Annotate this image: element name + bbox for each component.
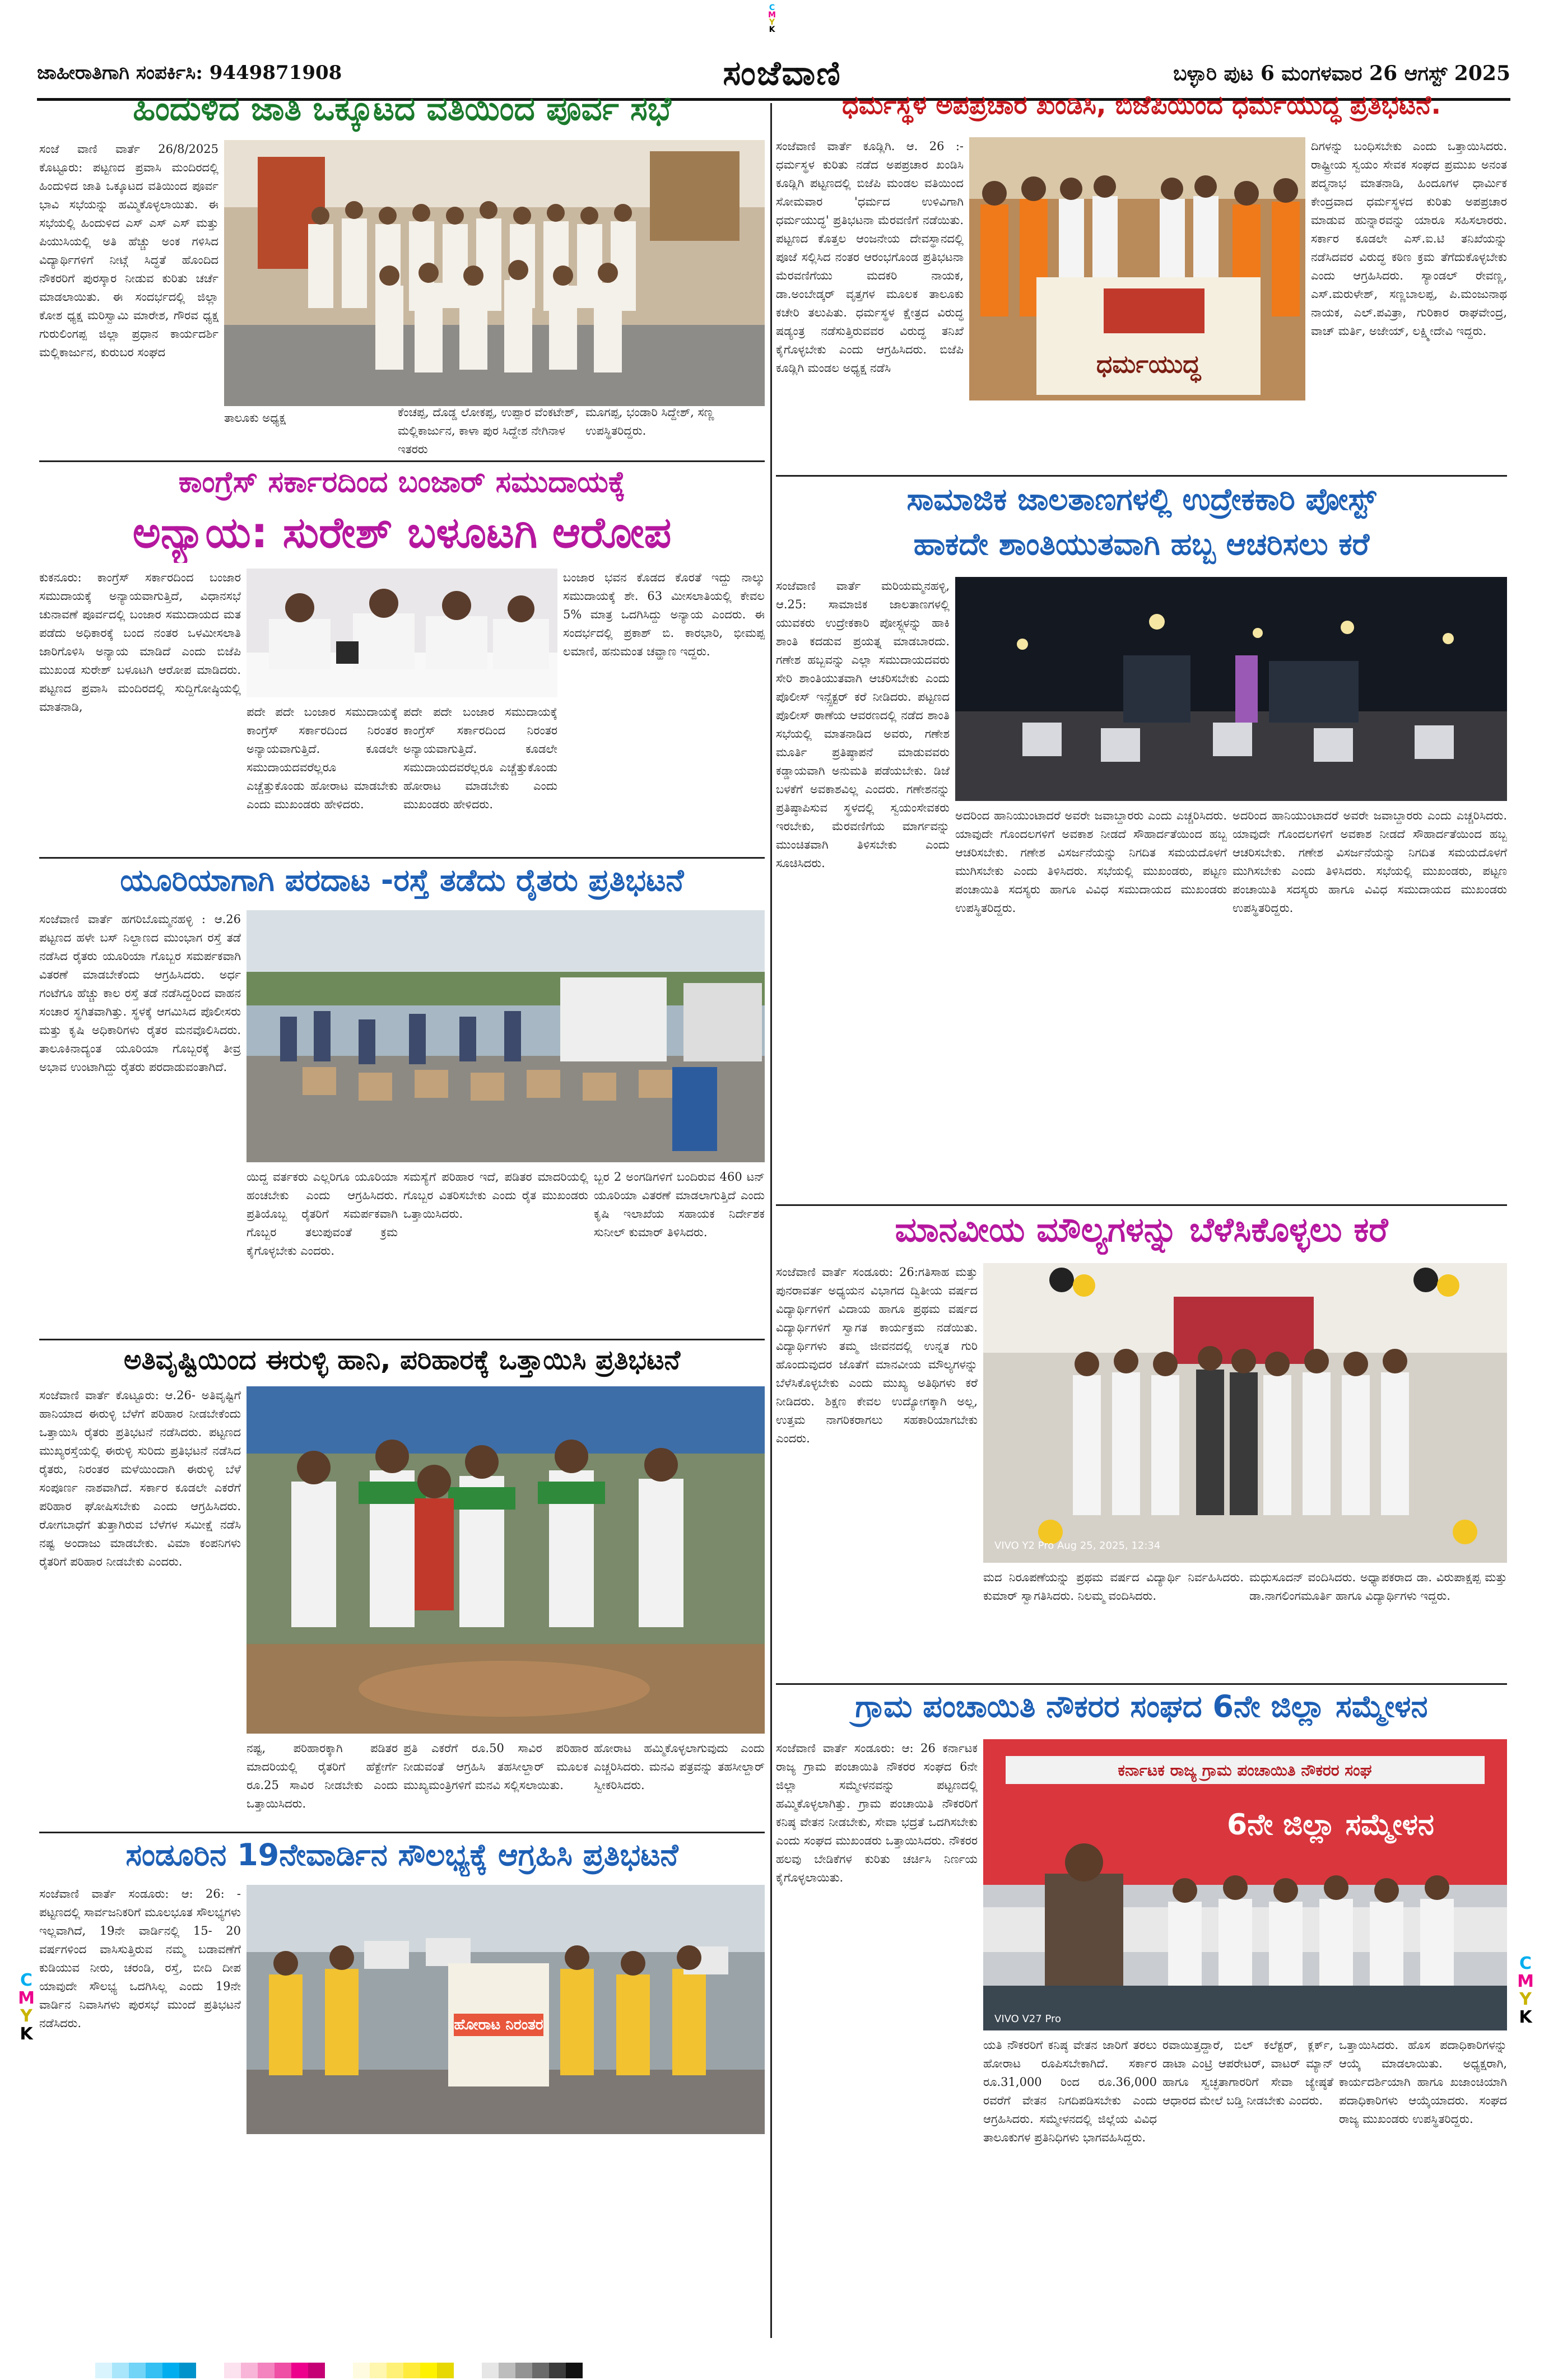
photo-banjara-pressmeet <box>247 569 557 697</box>
article-body-gram-panchayat-3: ರವಾಯಿತ್ತದ್ದಾರೆ, ಬಿಲ್ ಕಲೆಕ್ಟರ್, ಕ್ಲರ್ಕ್, ಡಾಟಾ ಎಂಟ್ರಿ ಆಪರೇಟರ್, ವಾಟರ್ ಮ್ಯಾನ್ ಹಾಗೂ ಸ್ವಚ್ಛತಾಗಾರರಿಗೆ ಸೇವಾ ಜ್ಯೇಷ್ಠತೆ ಆಧಾರದ ಮೇಲೆ ಬಡ್ತಿ ನೀಡಬೇಕು ಎಂದರು. <box>1162 2038 1333 2107</box>
reg-right-k: K <box>1519 2008 1532 2027</box>
reg-right-m: M <box>1517 1972 1534 1991</box>
headline-congress-banjara-1: ಕಾಂಗ್ರೆಸ್ ಸರ್ಕಾರದಿಂದ ಬಂಜಾರ್ ಸಮುದಾಯಕ್ಕೆ <box>178 465 626 499</box>
caption-1: ತಾಲೂಕು ಅಧ್ಯಕ್ಷ <box>224 411 286 425</box>
page-info: ಬಳ್ಳಾರಿ ಪುಟ 6 ಮಂಗಳವಾರ 26 ಆಗಸ್ಟ್ 2025 <box>1173 62 1510 85</box>
article-body-social-media-2: ಅದರಿಂದ ಹಾನಿಯುಂಟಾದರೆ ಅವರೇ ಜವಾಬ್ದಾರರು ಎಂದು ಎಚ್ಚರಿಸಿದರು. ಯಾವುದೇ ಗೊಂದಲಗಳಿಗೆ ಅವಕಾಶ ನೀಡದೆ ಸೌಹಾರ್ದತೆಯಿಂದ ಹಬ್ಬ ಆಚರಿಸಬೇಕು. ಗಣೇಶ ವಿಸರ್ಜನೆಯನ್ನು ನಿಗದಿತ ಸಮಯದೊಳಗೆ ಮುಗಿಸಬೇಕು ಎಂದು ತಿಳಿಸಿದರು. ಸಭೆಯಲ್ಲಿ ಮುಖಂಡರು, ಪಟ್ಟಣ ಪಂಚಾಯಿತಿ ಸದಸ್ಯರು ಹಾಗೂ ವಿವಿಧ ಸಮುದಾಯದ ಮುಖಂಡರು ಉಪಸ್ಥಿತರಿದ್ದರು. <box>955 809 1227 915</box>
center-column-rule <box>770 103 772 2338</box>
headline-social-media-1: ಸಾಮಾಜಿಕ ಜಾಲತಾಣಗಳಲ್ಲಿ ಉದ್ರೇಕಕಾರಿ ಪೋಸ್ಟ್ <box>906 482 1376 517</box>
headline-dharmasthala: ಧರ್ಮಸ್ಥಳ ಅಪಪ್ರಚಾರ ಖಂಡಿಸಿ, ಬಿಜೆಪಿಯಿಂದ ಧರ್ಮಯುದ್ಧ ಪ್ರತಿಭಟನೆ. <box>842 90 1441 120</box>
headline-gram-panchayat: ಗ್ರಾಮ ಪಂಚಾಯಿತಿ ನೌಕರರ ಸಂಘದ 6ನೇ ಜಿಲ್ಲಾ ಸಮ್ಮೇಳನ <box>855 1689 1428 1724</box>
divider-7 <box>776 1683 1507 1685</box>
ad-contact: ಜಾಹೀರಾತಿಗಾಗಿ ಸಂಪರ್ಕಿಸಿ: 9449871908 <box>37 62 342 84</box>
article-body-gram-panchayat-2: ಯತಿ ನೌಕರರಿಗೆ ಕನಿಷ್ಠ ವೇತನ ಜಾರಿಗೆ ತರಲು ಹೋರಾಟ ರೂಪಿಸಬೇಕಾಗಿದೆ. ಸರ್ಕಾರ ರೂ.31,000 ರಿಂದ ರೂ.36,000 ರವರೆಗೆ ವೇತನ ನಿಗದಿಪಡಿಸಬೇಕು ಎಂದು ಆಗ್ರಹಿಸಿದರು. ಸಮ್ಮೇಳನದಲ್ಲಿ ಜಿಲ್ಲೆಯ ವಿವಿಧ ತಾಲೂಕುಗಳ ಪ್ರತಿನಿಧಿಗಳು ಭಾಗವಹಿಸಿದ್ದರು. <box>983 2038 1157 2144</box>
headline-congress-banjara-2: ಅನ್ಯಾಯ: ಸುರೇಶ್ ಬಳೂಟಗಿ ಆರೋಪ <box>132 507 672 557</box>
caption-2: ಕೆಂಚಪ್ಪ, ದೊಡ್ಡ ಲೋಕಪ್ಪ, ಉಪ್ಪಾರ ವೆಂಕಟೇಶ್, ಮಲ್ಲಿಕಾರ್ಜುನ, ಕಾಳಾ ಪುರ ಸಿದ್ದೇಶ ನೇಗಿನಾಳ ಇತರರು <box>398 406 579 456</box>
photo-onion-protest <box>247 1386 765 1734</box>
photo-dharmasthala-protest <box>969 137 1305 400</box>
headline-onion-damage: ಅತಿವೃಷ್ಟಿಯಿಂದ ಈರುಳ್ಳಿ ಹಾನಿ, ಪರಿಹಾರಕ್ಕೆ ಒತ್ತಾಯಿಸಿ ಪ್ರತಿಭಟನೆ <box>123 1344 681 1376</box>
black-scale <box>482 2363 583 2378</box>
article-body-banjara-3: ಬಂಜಾರ ಭವನ ಕೊಡದ ಕೊರತೆ ಇದ್ದು ನಾಲ್ಕು ಸಮುದಾಯಕ್ಕೆ ಶೇ. 63 ಮೀಸಲಾತಿಯಲ್ಲಿ ಕೇವಲ 5% ಮಾತ್ರ ಒದಗಿಸಿದ್ದು ಅನ್ಯಾಯ ಎಂದರು. ಈ ಸಂದರ್ಭದಲ್ಲಿ ಪ್ರಕಾಶ್ ಬಿ. ಕಾರಭಾರಿ, ಭೀಮಪ್ಪ ಲಮಾಣಿ, ಹನುಮಂತ ಚವ್ಹಾಣ ಇದ್ದರು. <box>563 571 765 658</box>
photo-urea-road-block <box>247 910 765 1162</box>
color-calibration-bars <box>95 2363 583 2378</box>
article-body-urea-4: ಬ್ಬರ 2 ಅಂಗಡಿಗಳಿಗೆ ಬಂದಿರುವ 460 ಟನ್ ಯೂರಿಯಾ ವಿತರಣೆ ಮಾಡಲಾಗುತ್ತಿದೆ ಎಂದು ಕೃಷಿ ಇಲಾಖೆಯ ಸಹಾಯಕ ನಿರ್ದೇಶಕ ಸುನೀಲ್ ಕುಮಾರ್ ತಿಳಿಸಿದರು. <box>594 1170 765 1239</box>
photo-banner-dharmayuddha: ಧರ್ಮಯುದ್ಧ <box>1096 350 1201 379</box>
headline-urea-protest: ಯೂರಿಯಾಗಾಗಿ ಪರದಾಟ -ರಸ್ತೆ ತಡೆದು ರೈತರು ಪ್ರತಿಭಟನೆ <box>120 863 684 898</box>
article-body-dharmasthala: ಸಂಜೆವಾಣಿ ವಾರ್ತೆ ಕೂಡ್ಲಿಗಿ. ಆ. 26 :- ಧರ್ಮಸ್ಥಳ ಕುರಿತು ನಡೆದ ಅಪಪ್ರಚಾರ ಖಂಡಿಸಿ ಕೂಡ್ಲಿಗಿ ಪಟ್ಟಣದಲ್ಲಿ ಬಿಜೆಪಿ ಮಂಡಲ ವತಿಯಿಂದ ಸೋಮವಾರ 'ಧರ್ಮದ ಉಳಿವಿಗಾಗಿ ಧರ್ಮಯುದ್ಧ' ಪ್ರತಿಭಟನಾ ಮೆರವಣಿಗೆ ನಡೆಯಿತು. ಪಟ್ಟಣದ ಕೊತ್ತಲ ಆಂಜನೇಯ ದೇವಸ್ಥಾನದಲ್ಲಿ ಪೂಜೆ ಸಲ್ಲಿಸಿದ ನಂತರ ಆರಂಭಗೊಂಡ ಪ್ರತಿಭಟನಾ ಮೆರವಣಿಗೆಯು ಮದಕರಿ ನಾಯಕ, ಡಾ.ಅಂಬೇಡ್ಕರ್ ವೃತ್ತಗಳ ಮೂಲಕ ತಾಲೂಕು ಕಚೇರಿ ತಲುಪಿತು. ಧರ್ಮಸ್ಥಳ ಕ್ಷೇತ್ರದ ವಿರುದ್ಧ ಷಡ್ಯಂತ್ರ ನಡೆಸುತ್ತಿರುವವರ ವಿರುದ್ಧ ತನಿಖೆ ಕೈಗೊಳ್ಳಬೇಕು ಎಂದು ಆಗ್ರಹಿಸಿದರು. ಬಿಜೆಪಿ ಕೂಡ್ಲಿಗಿ ಮಂಡಲ ಅಧ್ಯಕ್ಷ ನಡೆಸಿ <box>776 139 964 375</box>
reg-right-y: Y <box>1519 1990 1532 2009</box>
divider-1 <box>39 460 765 462</box>
yellow-scale <box>353 2363 454 2378</box>
divider-4 <box>39 1832 765 1833</box>
headline-backward-castes-meeting: ಹಿಂದುಳಿದ ಜಾತಿ ಒಕ್ಕೂಟದ ವತಿಯಿಂದ ಪೂರ್ವ ಸಭೆ <box>133 90 671 128</box>
photo-gram-panchayat-conference <box>983 1739 1507 2030</box>
photo-stamp-college: VIVO Y2 Pro Aug 25, 2025, 12:34 <box>994 1540 1161 1552</box>
article-body-onion-3: ಪ್ರತಿ ಎಕರೆಗೆ ರೂ.50 ಸಾವಿರ ಪರಿಹಾರ ನೀಡುವಂತೆ ಆಗ್ರಹಿಸಿ ತಹಸೀಲ್ದಾರ್ ಮೂಲಕ ಮುಖ್ಯಮಂತ್ರಿಗಳಿಗೆ ಮನವಿ ಸಲ್ಲಿಸಲಾಯಿತು. <box>403 1741 588 1792</box>
article-body-human-values: ಸಂಜೆವಾಣಿ ವಾರ್ತೆ ಸಂಡೂರು: 26:ಗತಿಸಾಹ ಮತ್ತು ಪುನರಾವರ್ತ ಅಧ್ಯಯನ ವಿಭಾಗದ ದ್ವಿತೀಯ ವರ್ಷದ ವಿದ್ಯಾರ್ಥಿಗಳಿಗೆ ವಿದಾಯ ಹಾಗೂ ಪ್ರಥಮ ವರ್ಷದ ವಿದ್ಯಾರ್ಥಿಗಳಿಗೆ ಸ್ವಾಗತ ಕಾರ್ಯಕ್ರಮ ನಡೆಯಿತು. ವಿದ್ಯಾರ್ಥಿಗಳು ತಮ್ಮ ಜೀವನದಲ್ಲಿ ಉನ್ನತ ಗುರಿ ಹೊಂದುವುದರ ಜೊತೆಗೆ ಮಾನವೀಯ ಮೌಲ್ಯಗಳನ್ನು ಬೆಳೆಸಿಕೊಳ್ಳಬೇಕು ಎಂದು ಮುಖ್ಯ ಅತಿಥಿಗಳು ಕರೆ ನೀಡಿದರು. ಶಿಕ್ಷಣ ಕೇವಲ ಉದ್ಯೋಗಕ್ಕಾಗಿ ಅಲ್ಲ, ಉತ್ತಮ ನಾಗರಿಕರಾಗಲು ಸಹಕಾರಿಯಾಗಬೇಕು ಎಂದರು. <box>776 1265 978 1445</box>
article-body-dharmasthala-2: ದಿಗಳನ್ನು ಬಂಧಿಸಬೇಕು ಎಂದು ಒತ್ತಾಯಿಸಿದರು. ರಾಷ್ಟ್ರೀಯ ಸ್ವಯಂ ಸೇವಕ ಸಂಘದ ಪ್ರಮುಖ ಅನಂತ ಪದ್ಮನಾಭ ಮಾತನಾಡಿ, ಹಿಂದೂಗಳ ಧಾರ್ಮಿಕ ಕೇಂದ್ರವಾದ ಧರ್ಮಸ್ಥಳದ ಕುರಿತು ಅಪಪ್ರಚಾರ ಮಾಡುವ ಹುನ್ನಾರವನ್ನು ಯಾರೂ ಸಹಿಸಲಾರರು. ಸರ್ಕಾರ ಕೂಡಲೇ ಎಸ್.ಐ.ಟಿ ತನಿಖೆಯನ್ನು ನಡೆಸಿದವರ ವಿರುದ್ಧ ಕಠಿಣ ಕ್ರಮ ತೆಗೆದುಕೊಳ್ಳಬೇಕು ಎಂದು ಆಗ್ರಹಿಸಿದರು. ಸ್ಯಾಂಡಲ್ ರೇವಣ್ಣ, ಎಸ್.ಮರುಳೇಶ್, ಸಣ್ಣಬಾಲಪ್ಪ, ಪಿ.ಮಂಜುನಾಥ ನಾಯಕ, ಎಲ್.ಪವಿತ್ರಾ, ಗುರಿಕಾರ ರಾಘವೇಂದ್ರ, ವಾಚ್ ಮರ್ತಿ, ಅಜೇಯ್, ಲಕ್ಷ್ಮೀದೇವಿ ಇದ್ದರು. <box>1311 139 1507 338</box>
headline-human-values: ಮಾನವೀಯ ಮೌಲ್ಯಗಳನ್ನು ಬೆಳೆಸಿಕೊಳ್ಳಲು ಕರೆ <box>895 1210 1388 1250</box>
photo-backward-castes-group <box>224 140 765 406</box>
photo-night-procession <box>955 577 1507 801</box>
article-body-human-values-2: ಮದ ನಿರೂಪಣೆಯನ್ನು ಪ್ರಥಮ ವರ್ಷದ ವಿದ್ಯಾರ್ಥಿ ನಿರ್ವಹಿಸಿದರು. ಕುಮಾರ್ ಸ್ವಾಗತಿಸಿದರು. ನಿಲಮ್ಮ ವಂದಿಸಿದರು. <box>983 1571 1244 1603</box>
reg-m: M <box>768 11 776 20</box>
magenta-scale <box>224 2363 325 2378</box>
headline-social-media-2: ಹಾಕದೇ ಶಾಂತಿಯುತವಾಗಿ ಹಬ್ಬ ಆಚರಿಸಲು ಕರೆ <box>913 527 1370 562</box>
article-body-gram-panchayat: ಸಂಜೆವಾಣಿ ವಾರ್ತೆ ಸಂಡೂರು: ಆ: 26 ಕರ್ನಾಟಕ ರಾಜ್ಯ ಗ್ರಾಮ ಪಂಚಾಯಿತಿ ನೌಕರರ ಸಂಘದ 6ನೇ ಜಿಲ್ಲಾ ಸಮ್ಮೇಳನವನ್ನು ಪಟ್ಟಣದಲ್ಲಿ ಹಮ್ಮಿಕೊಳ್ಳಲಾಗಿತ್ತು. ಗ್ರಾಮ ಪಂಚಾಯಿತಿ ನೌಕರರಿಗೆ ಕನಿಷ್ಠ ವೇತನ ನೀಡಬೇಕು, ಸೇವಾ ಭದ್ರತೆ ಒದಗಿಸಬೇಕು ಎಂದು ಸಂಘದ ಮುಖಂಡರು ಒತ್ತಾಯಿಸಿದರು. ನೌಕರರ ಹಲವು ಬೇಡಿಕೆಗಳ ಕುರಿತು ಚರ್ಚಿಸಿ ನಿರ್ಣಯ ಕೈಗೊಳ್ಳಲಾಯಿತು. <box>776 1741 978 1884</box>
reg-left-c: C <box>20 1971 33 1990</box>
reg-k: K <box>769 25 775 34</box>
registration-mark-top <box>761 3 783 34</box>
reg-right-c: C <box>1519 1954 1532 1973</box>
reg-left-m: M <box>18 1988 35 2008</box>
paper-name: ಸಂಜೆವಾಣಿ <box>723 54 841 93</box>
article-body-banjara-2b: ಪದೇ ಪದೇ ಬಂಜಾರ ಸಮುದಾಯಕ್ಕೆ ಕಾಂಗ್ರೆಸ್ ಸರ್ಕಾರದಿಂದ ನಿರಂತರ ಅನ್ಯಾಯವಾಗುತ್ತಿದೆ. ಕೂಡಲೇ ಸಮುದಾಯದವರೆಲ್ಲರೂ ಎಚ್ಚೆತ್ತುಕೊಂಡು ಹೋರಾಟ ಮಾಡಬೇಕು ಎಂದು ಮುಖಂಡರು ಹೇಳಿದರು. <box>403 705 557 811</box>
article-body-social-media-3: ಅದರಿಂದ ಹಾನಿಯುಂಟಾದರೆ ಅವರೇ ಜವಾಬ್ದಾರರು ಎಂದು ಎಚ್ಚರಿಸಿದರು. ಯಾವುದೇ ಗೊಂದಲಗಳಿಗೆ ಅವಕಾಶ ನೀಡದೆ ಸೌಹಾರ್ದತೆಯಿಂದ ಹಬ್ಬ ಆಚರಿಸಬೇಕು. ಗಣೇಶ ವಿಸರ್ಜನೆಯನ್ನು ನಿಗದಿತ ಸಮಯದೊಳಗೆ ಮುಗಿಸಬೇಕು ಎಂದು ತಿಳಿಸಿದರು. ಸಭೆಯಲ್ಲಿ ಮುಖಂಡರು, ಪಟ್ಟಣ ಪಂಚಾಯಿತಿ ಸದಸ್ಯರು ಹಾಗೂ ವಿವಿಧ ಸಮುದಾಯದ ಮುಖಂಡರು ಉಪಸ್ಥಿತರಿದ್ದರು. <box>1233 809 1507 915</box>
cyan-scale <box>95 2363 196 2378</box>
photo-banner-sammelana: 6ನೇ ಜಿಲ್ಲಾ ಸಮ್ಮೇಳನ <box>1227 1808 1434 1842</box>
article-body-banjara: ಕುಕನೂರು: ಕಾಂಗ್ರೆಸ್ ಸರ್ಕಾರದಿಂದ ಬಂಜಾರ ಸಮುದಾಯಕ್ಕೆ ಅನ್ಯಾಯವಾಗುತ್ತಿದೆ, ವಿಧಾನಸಭೆ ಚುನಾವಣೆ ಪೂರ್ವದಲ್ಲಿ ಬಂಜಾರ ಸಮುದಾಯದ ಮತ ಪಡೆದು ಅಧಿಕಾರಕ್ಕೆ ಬಂದ ನಂತರ ಒಳಮೀಸಲಾತಿ ಜಾರಿಗೊಳಿಸಿ ಅನ್ಯಾಯ ಮಾಡಿದೆ ಎಂದು ಬಿಜೆಪಿ ಮುಖಂಡ ಸುರೇಶ್ ಬಳೂಟಗಿ ಆರೋಪ ಮಾಡಿದರು. ಪಟ್ಟಣದ ಪ್ರವಾಸಿ ಮಂದಿರದಲ್ಲಿ ಸುದ್ದಿಗೋಷ್ಠಿಯಲ್ಲಿ ಮಾತನಾಡಿ, <box>39 571 241 714</box>
reg-c: C <box>769 3 775 12</box>
article-body-onion-4: ಹೋರಾಟ ಹಮ್ಮಿಕೊಳ್ಳಲಾಗುವುದು ಎಂದು ಎಚ್ಚರಿಸಿದರು. ಮನವಿ ಪತ್ರವನ್ನು ತಹಸೀಲ್ದಾರ್ ಸ್ವೀಕರಿಸಿದರು. <box>594 1741 765 1792</box>
article-body-sandur-ward: ಸಂಜೆವಾಣಿ ವಾರ್ತೆ ಸಂಡೂರು: ಆ: 26: - ಪಟ್ಟಣದಲ್ಲಿ ಸಾರ್ವಜನಿಕರಿಗೆ ಮೂಲಭೂತ ಸೌಲಭ್ಯಗಳು ಇಲ್ಲವಾಗಿದೆ, 19ನೇ ವಾರ್ಡಿನಲ್ಲಿ 15- 20 ವರ್ಷಗಳಿಂದ ವಾಸಿಸುತ್ತಿರುವ ನಮ್ಮ ಬಡಾವಣೆಗೆ ಕುಡಿಯುವ ನೀರು, ಚರಂಡಿ, ರಸ್ತೆ, ಬೀದಿ ದೀಪ ಯಾವುದೇ ಸೌಲಭ್ಯ ಒದಗಿಸಿಲ್ಲ ಎಂದು 19ನೇ ವಾರ್ಡಿನ ನಿವಾಸಿಗಳು ಪುರಸಭೆ ಮುಂದೆ ಪ್ರತಿಭಟನೆ ನಡೆಸಿದರು. <box>39 1887 241 2030</box>
reg-y: Y <box>769 18 775 27</box>
reg-left-y: Y <box>20 2006 32 2026</box>
divider-5 <box>776 475 1507 477</box>
article-body-banjara-2: ಪದೇ ಪದೇ ಬಂಜಾರ ಸಮುದಾಯಕ್ಕೆ ಕಾಂಗ್ರೆಸ್ ಸರ್ಕಾರದಿಂದ ನಿರಂತರ ಅನ್ಯಾಯವಾಗುತ್ತಿದೆ. ಕೂಡಲೇ ಸಮುದಾಯದವರೆಲ್ಲರೂ ಎಚ್ಚೆತ್ತುಕೊಂಡು ಹೋರಾಟ ಮಾಡಬೇಕು ಎಂದು ಮುಖಂಡರು ಹೇಳಿದರು. <box>247 705 398 811</box>
article-body-urea: ಸಂಜೆವಾಣಿ ವಾರ್ತೆ ಹಗರಿಬೊಮ್ಮನಹಳ್ಳಿ : ಆ.26 ಪಟ್ಟಣದ ಹಳೇ ಬಸ್ ನಿಲ್ದಾಣದ ಮುಂಭಾಗ ರಸ್ತೆ ತಡೆ ನಡೆಸಿದ ರೈತರು ಯೂರಿಯಾ ಗೊಬ್ಬರ ಸಮರ್ಪಕವಾಗಿ ವಿತರಣೆ ಮಾಡಬೇಕೆಂದು ಆಗ್ರಹಿಸಿದರು. ಅರ್ಧ ಗಂಟೆಗೂ ಹೆಚ್ಚು ಕಾಲ ರಸ್ತೆ ತಡೆ ನಡೆಸಿದ್ದರಿಂದ ವಾಹನ ಸಂಚಾರ ಸ್ಥಗಿತವಾಗಿತ್ತು. ಸ್ಥಳಕ್ಕೆ ಆಗಮಿಸಿದ ಪೊಲೀಸರು ಮತ್ತು ಕೃಷಿ ಅಧಿಕಾರಿಗಳು ರೈತರ ಮನವೊಲಿಸಿದರು. ತಾಲೂಕಿನಾದ್ಯಂತ ಯೂರಿಯಾ ಗೊಬ್ಬರಕ್ಕೆ ತೀವ್ರ ಅಭಾವ ಉಂಟಾಗಿದ್ದು ರೈತರು ಪರದಾಡುವಂತಾಗಿದೆ. <box>39 912 241 1074</box>
photo-sandur-ward-protest <box>247 1885 765 2134</box>
divider-3 <box>39 1339 765 1340</box>
article-body-onion-2: ನಷ್ಟ, ಪರಿಹಾರಕ್ಕಾಗಿ ಪಡಿತರ ಮಾದರಿಯಲ್ಲಿ ರೈತರಿಗೆ ಹೆಕ್ಟೇರ್ಗೆ ರೂ.25 ಸಾವಿರ ನೀಡಬೇಕು ಎಂದು ಒತ್ತಾಯಿಸಿದರು. <box>247 1741 398 1810</box>
article-body-human-values-3: ಮಧುಸೂದನ್ ವಂದಿಸಿದರು. ಅಧ್ಯಾಪಕರಾದ ಡಾ. ವಿರುಪಾಕ್ಷಪ್ಪ ಮತ್ತು ಡಾ.ನಾಗಲಿಂಗಮೂರ್ತಿ ಹಾಗೂ ವಿದ್ಯಾರ್ಥಿಗಳು ಇದ್ದರು. <box>1249 1571 1507 1603</box>
divider-2 <box>39 857 765 859</box>
registration-mark-right <box>1516 1955 1535 2027</box>
article-body-gram-panchayat-4: ಒತ್ತಾಯಿಸಿದರು. ಹೊಸ ಪದಾಧಿಕಾರಿಗಳನ್ನು ಆಯ್ಕೆ ಮಾಡಲಾಯಿತು. ಅಧ್ಯಕ್ಷರಾಗಿ, ಕಾರ್ಯದರ್ಶಿಯಾಗಿ ಹಾಗೂ ಖಜಾಂಚಿಯಾಗಿ ಪದಾಧಿಕಾರಿಗಳು ಆಯ್ಕೆಯಾದರು. ಸಂಘದ ರಾಜ್ಯ ಮುಖಂಡರು ಉಪಸ್ಥಿತರಿದ್ದರು. <box>1339 2038 1507 2126</box>
article-body-onion: ಸಂಜೆವಾಣಿ ವಾರ್ತೆ ಕೊಟ್ಟೂರು: ಆ.26- ಅತಿವೃಷ್ಟಿಗೆ ಹಾನಿಯಾದ ಈರುಳ್ಳಿ ಬೆಳೆಗೆ ಪರಿಹಾರ ನೀಡಬೇಕೆಂದು ಒತ್ತಾಯಿಸಿ ರೈತರು ಪ್ರತಿಭಟನೆ ನಡೆಸಿದರು. ಪಟ್ಟಣದ ಮುಖ್ಯರಸ್ತೆಯಲ್ಲಿ ಈರುಳ್ಳಿ ಸುರಿದು ಪ್ರತಿಭಟನೆ ನಡೆಸಿದ ರೈತರು, ನಿರಂತರ ಮಳೆಯಿಂದಾಗಿ ಈರುಳ್ಳಿ ಬೆಳೆ ಸಂಪೂರ್ಣ ನಾಶವಾಗಿದೆ. ಸರ್ಕಾರ ಕೂಡಲೇ ಎಕರೆಗೆ ಪರಿಹಾರ ಘೋಷಿಸಬೇಕು ಎಂದು ಆಗ್ರಹಿಸಿದರು. ರೋಗಬಾಧೆಗೆ ತುತ್ತಾಗಿರುವ ಬೆಳೆಗಳ ಸಮೀಕ್ಷೆ ನಡೆಸಿ ನಷ್ಟ ಅಂದಾಜು ಮಾಡಬೇಕು. ವಿಮಾ ಕಂಪನಿಗಳು ರೈತರಿಗೆ ಪರಿಹಾರ ನೀಡಬೇಕು ಎಂದರು. <box>39 1389 241 1568</box>
photo-banner-sangha: ಕರ್ನಾಟಕ ರಾಜ್ಯ ಗ್ರಾಮ ಪಂಚಾಯಿತಿ ನೌಕರರ ಸಂಘ <box>1118 1761 1372 1780</box>
photo-college-event <box>983 1263 1507 1563</box>
photo-stamp-conference: VIVO V27 Pro <box>994 2013 1062 2025</box>
registration-mark-left <box>17 1972 36 2043</box>
photo-banner-sandur: ಹೋರಾಟ ನಿರಂತರ <box>454 2016 543 2033</box>
article-body-backward-castes: ಸಂಜೆ ವಾಣಿ ವಾರ್ತೆ 26/8/2025 ಕೊಟ್ಟೂರು: ಪಟ್ಟಣದ ಪ್ರವಾಸಿ ಮಂದಿರದಲ್ಲಿ ಹಿಂದುಳಿದ ಜಾತಿ ಒಕ್ಕೂಟದ ವತಿಯಿಂದ ಪೂರ್ವ ಭಾವಿ ಸಭೆಯನ್ನು ಹಮ್ಮಿಕೊಳ್ಳಲಾಯಿತು. ಈ ಸಭೆಯಲ್ಲಿ ಹಿಂದುಳಿದ ಎಸ್ ಎಸ್ ಎಸ್ ಮತ್ತು ಪಿಯುಸಿಯಲ್ಲಿ ಅತಿ ಹೆಚ್ಚು ಅಂಕ ಗಳಿಸಿದ ವಿದ್ಯಾರ್ಥಿಗಳಿಗೆ ನೀಟ್ಗೆ ಸಿದ್ಧತೆ ಹೊಂದಿದ ನೌಕರರಿಗೆ ಪುರಸ್ಕಾರ ನೀಡುವ ಕುರಿತು ಚರ್ಚೆ ಮಾಡಲಾಯಿತು. ಈ ಸಂದರ್ಭದಲ್ಲಿ ಜಿಲ್ಲಾ ಕೋಶ ಧ್ಯಕ್ಷ ಮರಿಸ್ವಾಮಿ ಮಾರೇಶ, ಗೌರವ ಧ್ಯಕ್ಷ ಗುರುಲಿಂಗಪ್ಪ ಜಿಲ್ಲಾ ಪ್ರಧಾನ ಕಾರ್ಯದರ್ಶಿ ಮಲ್ಲಿಕಾರ್ಜುನ, ಕುರುಬರ ಸಂಘದ <box>39 142 218 359</box>
article-body-urea-3: ಸಮಸ್ಯೆಗೆ ಪರಿಹಾರ ಇದೆ, ಪಡಿತರ ಮಾದರಿಯಲ್ಲಿ ಗೊಬ್ಬರ ವಿತರಿಸಬೇಕು ಎಂದು ರೈತ ಮುಖಂಡರು ಒತ್ತಾಯಿಸಿದರು. <box>403 1170 588 1221</box>
caption-3: ಮೂಗಪ್ಪ, ಭಂಡಾರಿ ಸಿದ್ದೇಶ್, ಸಣ್ಣ ಉಪಸ್ಥಿತರಿದ್ದರು. <box>585 406 714 437</box>
reg-left-k: K <box>20 2024 33 2044</box>
article-body-urea-2: ಯಿದ್ದ ವರ್ತಕರು ಎಲ್ಲರಿಗೂ ಯೂರಿಯಾ ಹಂಚಬೇಕು ಎಂದು ಆಗ್ರಹಿಸಿದರು. ಪ್ರತಿಯೊಬ್ಬ ರೈತರಿಗೆ ಸಮರ್ಪಕವಾಗಿ ಗೊಬ್ಬರ ತಲುಪುವಂತೆ ಕ್ರಮ ಕೈಗೊಳ್ಳಬೇಕು ಎಂದರು. <box>247 1170 398 1257</box>
article-body-social-media: ಸಂಜೆವಾಣಿ ವಾರ್ತೆ ಮರಿಯಮ್ಮನಹಳ್ಳಿ, ಆ.25: ಸಾಮಾಜಿಕ ಜಾಲತಾಣಗಳಲ್ಲಿ ಯುವಕರು ಉದ್ರೇಕಕಾರಿ ಪೋಸ್ಟ್ಗಳನ್ನು ಹಾಕಿ ಶಾಂತಿ ಕದಡುವ ಪ್ರಯತ್ನ ಮಾಡಬಾರದು. ಗಣೇಶ ಹಬ್ಬವನ್ನು ಎಲ್ಲಾ ಸಮುದಾಯದವರು ಸೇರಿ ಶಾಂತಿಯುತವಾಗಿ ಆಚರಿಸಬೇಕು ಎಂದು ಪೊಲೀಸ್ ಇನ್ಸ್ಪೆಕ್ಟರ್ ಕರೆ ನೀಡಿದರು. ಪಟ್ಟಣದ ಪೊಲೀಸ್ ಠಾಣೆಯ ಆವರಣದಲ್ಲಿ ನಡೆದ ಶಾಂತಿ ಸಭೆಯಲ್ಲಿ ಮಾತನಾಡಿದ ಅವರು, ಗಣೇಶ ಮೂರ್ತಿ ಪ್ರತಿಷ್ಠಾಪನೆ ಮಾಡುವವರು ಕಡ್ಡಾಯವಾಗಿ ಅನುಮತಿ ಪಡೆಯಬೇಕು. ಡಿಜೆ ಬಳಕೆಗೆ ಅವಕಾಶವಿಲ್ಲ ಎಂದರು. ಗಣೇಶನನ್ನು ಪ್ರತಿಷ್ಠಾಪಿಸುವ ಸ್ಥಳದಲ್ಲಿ ಸ್ವಯಂಸೇವಕರು ಇರಬೇಕು, ಮೆರವಣಿಗೆಯ ಮಾರ್ಗವನ್ನು ಮುಂಚಿತವಾಗಿ ತಿಳಿಸಬೇಕು ಎಂದು ಸೂಚಿಸಿದರು. <box>776 579 950 870</box>
divider-6 <box>776 1204 1507 1206</box>
headline-sandur-ward: ಸಂಡೂರಿನ 19ನೇವಾರ್ಡಿನ ಸೌಲಭ್ಯಕ್ಕೆ ಆಗ್ರಹಿಸಿ ಪ್ರತಿಭಟನೆ <box>125 1837 678 1873</box>
